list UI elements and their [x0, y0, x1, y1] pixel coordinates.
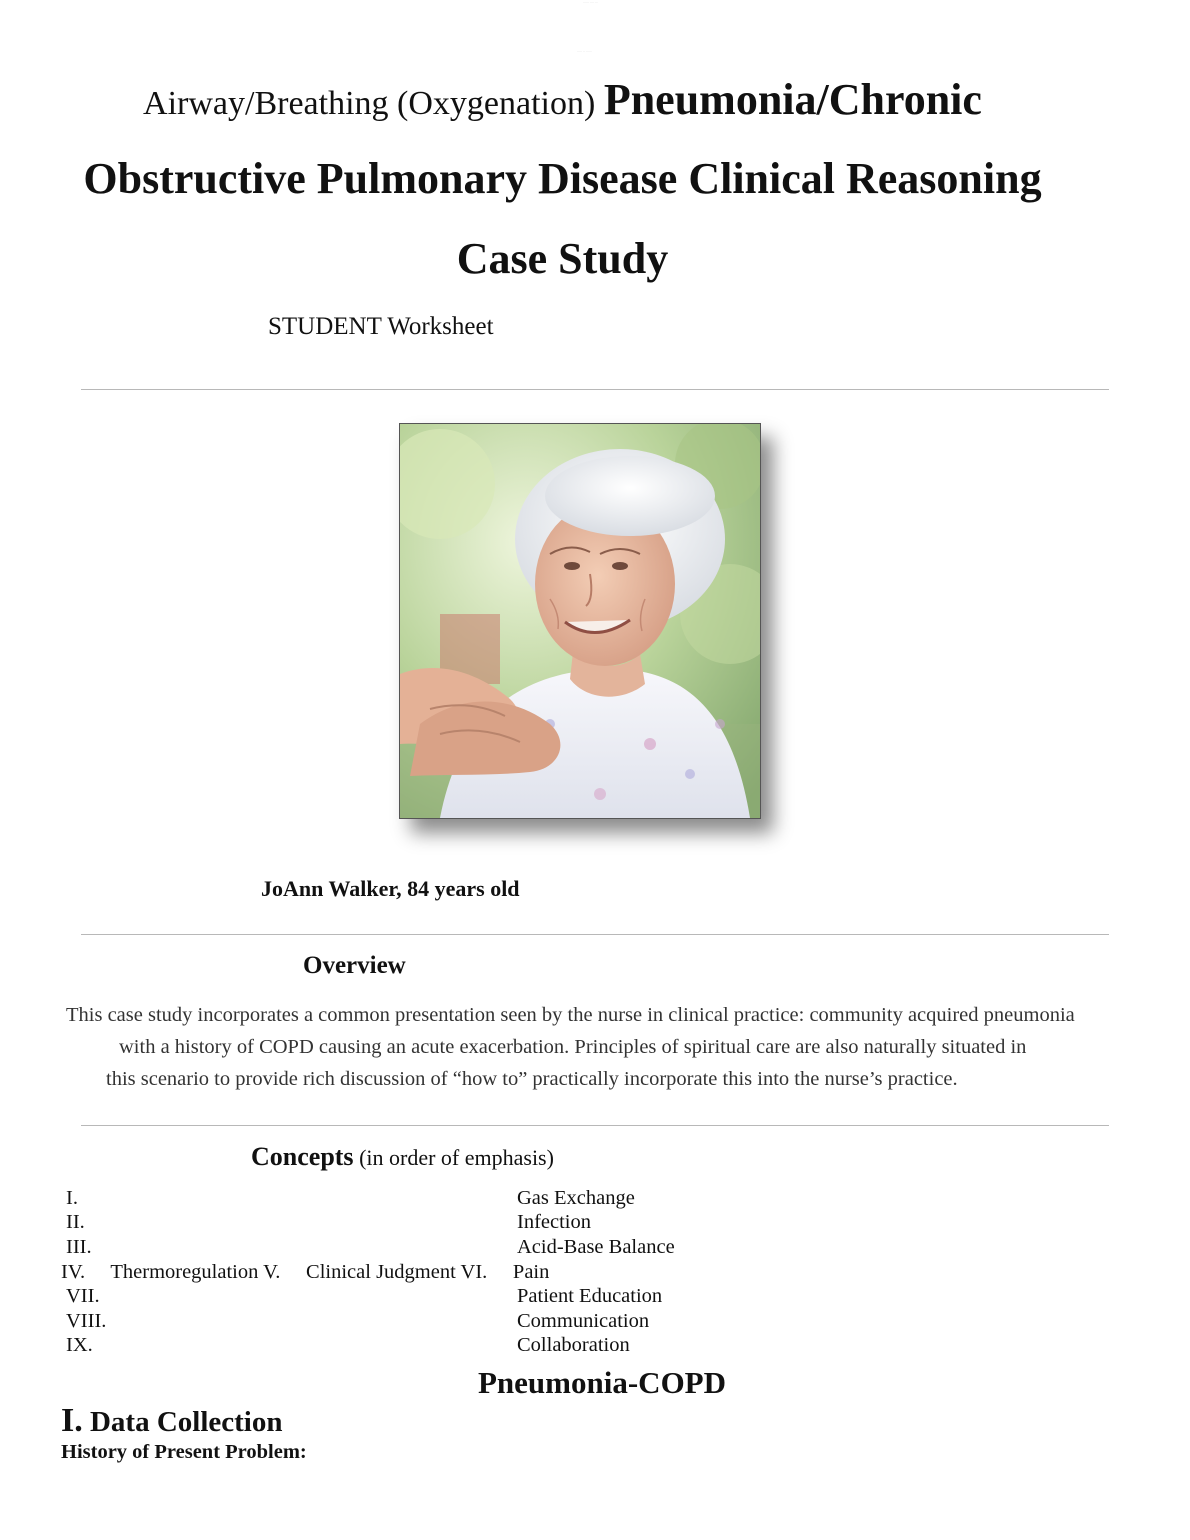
- concept-number: VII.: [66, 1285, 100, 1307]
- divider-bottom: [81, 1125, 1109, 1126]
- section-heading-data-collection: [61, 1402, 282, 1440]
- concept-number: II.: [66, 1211, 85, 1233]
- title-topic-text: Airway/Breathing (Oxygenation): [143, 85, 604, 122]
- concept-number: IX.: [66, 1334, 93, 1356]
- overview-heading: Overview: [303, 952, 406, 979]
- concept-name: Patient Education: [517, 1285, 663, 1307]
- overview-text-line: This case study incorporates a common presentation seen by the nurse in clinical practice: community acquired pneumonia: [66, 1004, 1075, 1026]
- title-main-text: Pneumonia/Chronic: [603, 75, 982, 124]
- header-mark-top: ······ ···· ···: [583, 0, 598, 4]
- worksheet-subtitle: STUDENT Worksheet: [268, 313, 494, 340]
- overview-text-line: this scenario to provide rich discussion of “how to” practically incorporate this into the nurse’s practice.: [106, 1068, 958, 1090]
- patient-photo: [399, 423, 761, 819]
- overview-text-line: with a history of COPD causing an acute exacerbation. Principles of spiritual care are also naturally situated in: [119, 1036, 1027, 1058]
- concept-merged-row: IV. Thermoregulation V. Clinical Judgment VI. Pain: [61, 1261, 550, 1283]
- concept-number: I.: [66, 1187, 78, 1209]
- concept-name: Collaboration: [517, 1334, 630, 1356]
- concept-name: Acid-Base Balance: [517, 1236, 675, 1258]
- concepts-heading: [251, 1142, 554, 1172]
- concept-name: Infection: [517, 1211, 591, 1233]
- concept-name: Gas Exchange: [517, 1187, 635, 1209]
- document-title-line-1: [0, 75, 1125, 124]
- divider-middle: [81, 934, 1109, 935]
- section-title: Data Collection: [82, 1406, 283, 1438]
- document-title-line-3: Case Study: [456, 234, 669, 283]
- divider-top: [81, 389, 1109, 390]
- history-of-present-problem-label: History of Present Problem:: [61, 1441, 307, 1463]
- concept-name: Communication: [517, 1310, 650, 1332]
- document-title-line-2: Obstructive Pulmonary Disease Clinical Reasoning: [83, 154, 1042, 203]
- concept-number: III.: [66, 1236, 92, 1258]
- patient-caption: JoAnn Walker, 84 years old: [261, 876, 520, 901]
- concept-number: VIII.: [66, 1310, 107, 1332]
- concepts-heading-label: Concepts: [251, 1142, 354, 1171]
- section-number: I.: [61, 1402, 83, 1439]
- concepts-heading-note: (in order of emphasis): [353, 1145, 554, 1170]
- header-mark-second: ····· ·· ······: [577, 49, 592, 53]
- pneumonia-copd-heading: Pneumonia-COPD: [478, 1365, 726, 1400]
